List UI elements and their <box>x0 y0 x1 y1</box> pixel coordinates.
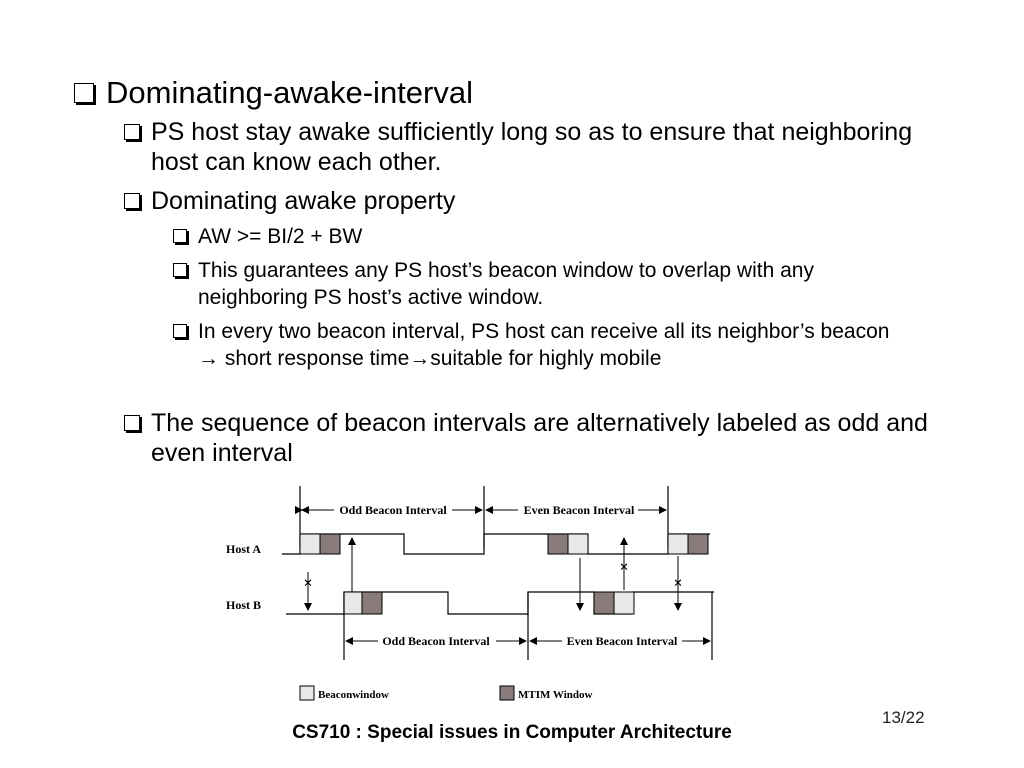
host-a-beacon-window <box>668 534 688 554</box>
bottom-odd-label: Odd Beacon Interval <box>382 634 490 648</box>
top-even-label: Even Beacon Interval <box>523 503 635 517</box>
top-odd-label: Odd Beacon Interval <box>339 503 447 517</box>
checkbox-bullet-icon <box>173 324 187 338</box>
host-a-label: Host A <box>226 542 262 556</box>
heading-text: Dominating-awake-interval <box>106 75 473 110</box>
checkbox-bullet-icon <box>173 263 187 277</box>
checkbox-bullet-icon <box>124 415 140 431</box>
host-a-atim-window <box>320 534 340 554</box>
legend-beacon-swatch <box>300 686 314 700</box>
guarantee-text: This guarantees any PS host’s beacon window to overlap with any neighboring PS host’s active window. <box>198 259 814 309</box>
miss-mark-icon: × <box>303 575 313 592</box>
checkbox-bullet-icon <box>173 229 187 243</box>
page-number: 13/22 <box>882 708 925 727</box>
bottom-even-label: Even Beacon Interval <box>566 634 678 648</box>
host-a-beacon-window <box>568 534 588 554</box>
bullet-sub2 <box>124 186 934 216</box>
sub1-text: PS host stay awake sufficiently long so as to ensure that neighboring host can know each other. <box>151 118 913 176</box>
host-b-beacon-window <box>344 592 362 614</box>
sub3-text: The sequence of beacon intervals are alternatively labeled as odd and even interval <box>151 409 928 467</box>
legend-atim-swatch <box>500 686 514 700</box>
bullet-every-two <box>173 318 913 372</box>
aw-formula-text: AW >= BI/2 + BW <box>198 225 363 248</box>
checkbox-bullet-icon <box>124 193 140 209</box>
bullet-guarantee <box>173 257 913 311</box>
bullet-aw-formula <box>173 223 913 250</box>
bullet-sub3 <box>124 408 934 468</box>
host-b-atim-window <box>362 592 382 614</box>
course-footer: CS710 : Special issues in Computer Architecture <box>292 722 732 743</box>
beacon-interval-diagram <box>218 478 738 710</box>
every-two-text: In every two beacon interval, PS host can receive all its neighbor’s beacon → short response time→suitable for highly mobile <box>198 320 890 370</box>
checkbox-bullet-icon <box>124 124 140 140</box>
bullet-heading <box>74 74 473 112</box>
miss-mark-icon: × <box>673 575 683 592</box>
legend-beacon-label: Beaconwindow <box>318 689 389 701</box>
bullet-sub1 <box>124 117 934 177</box>
host-b-beacon-window <box>614 592 634 614</box>
checkbox-bullet-icon <box>74 83 94 103</box>
host-b-label: Host B <box>226 598 262 612</box>
host-a-beacon-window <box>300 534 320 554</box>
host-a-timeline <box>282 534 710 554</box>
sub2-text: Dominating awake property <box>151 187 456 215</box>
miss-mark-icon: × <box>619 559 629 576</box>
host-a-atim-window <box>688 534 708 554</box>
legend-atim-label: MTIM Window <box>518 689 593 701</box>
host-a-atim-window <box>548 534 568 554</box>
host-b-atim-window <box>594 592 614 614</box>
